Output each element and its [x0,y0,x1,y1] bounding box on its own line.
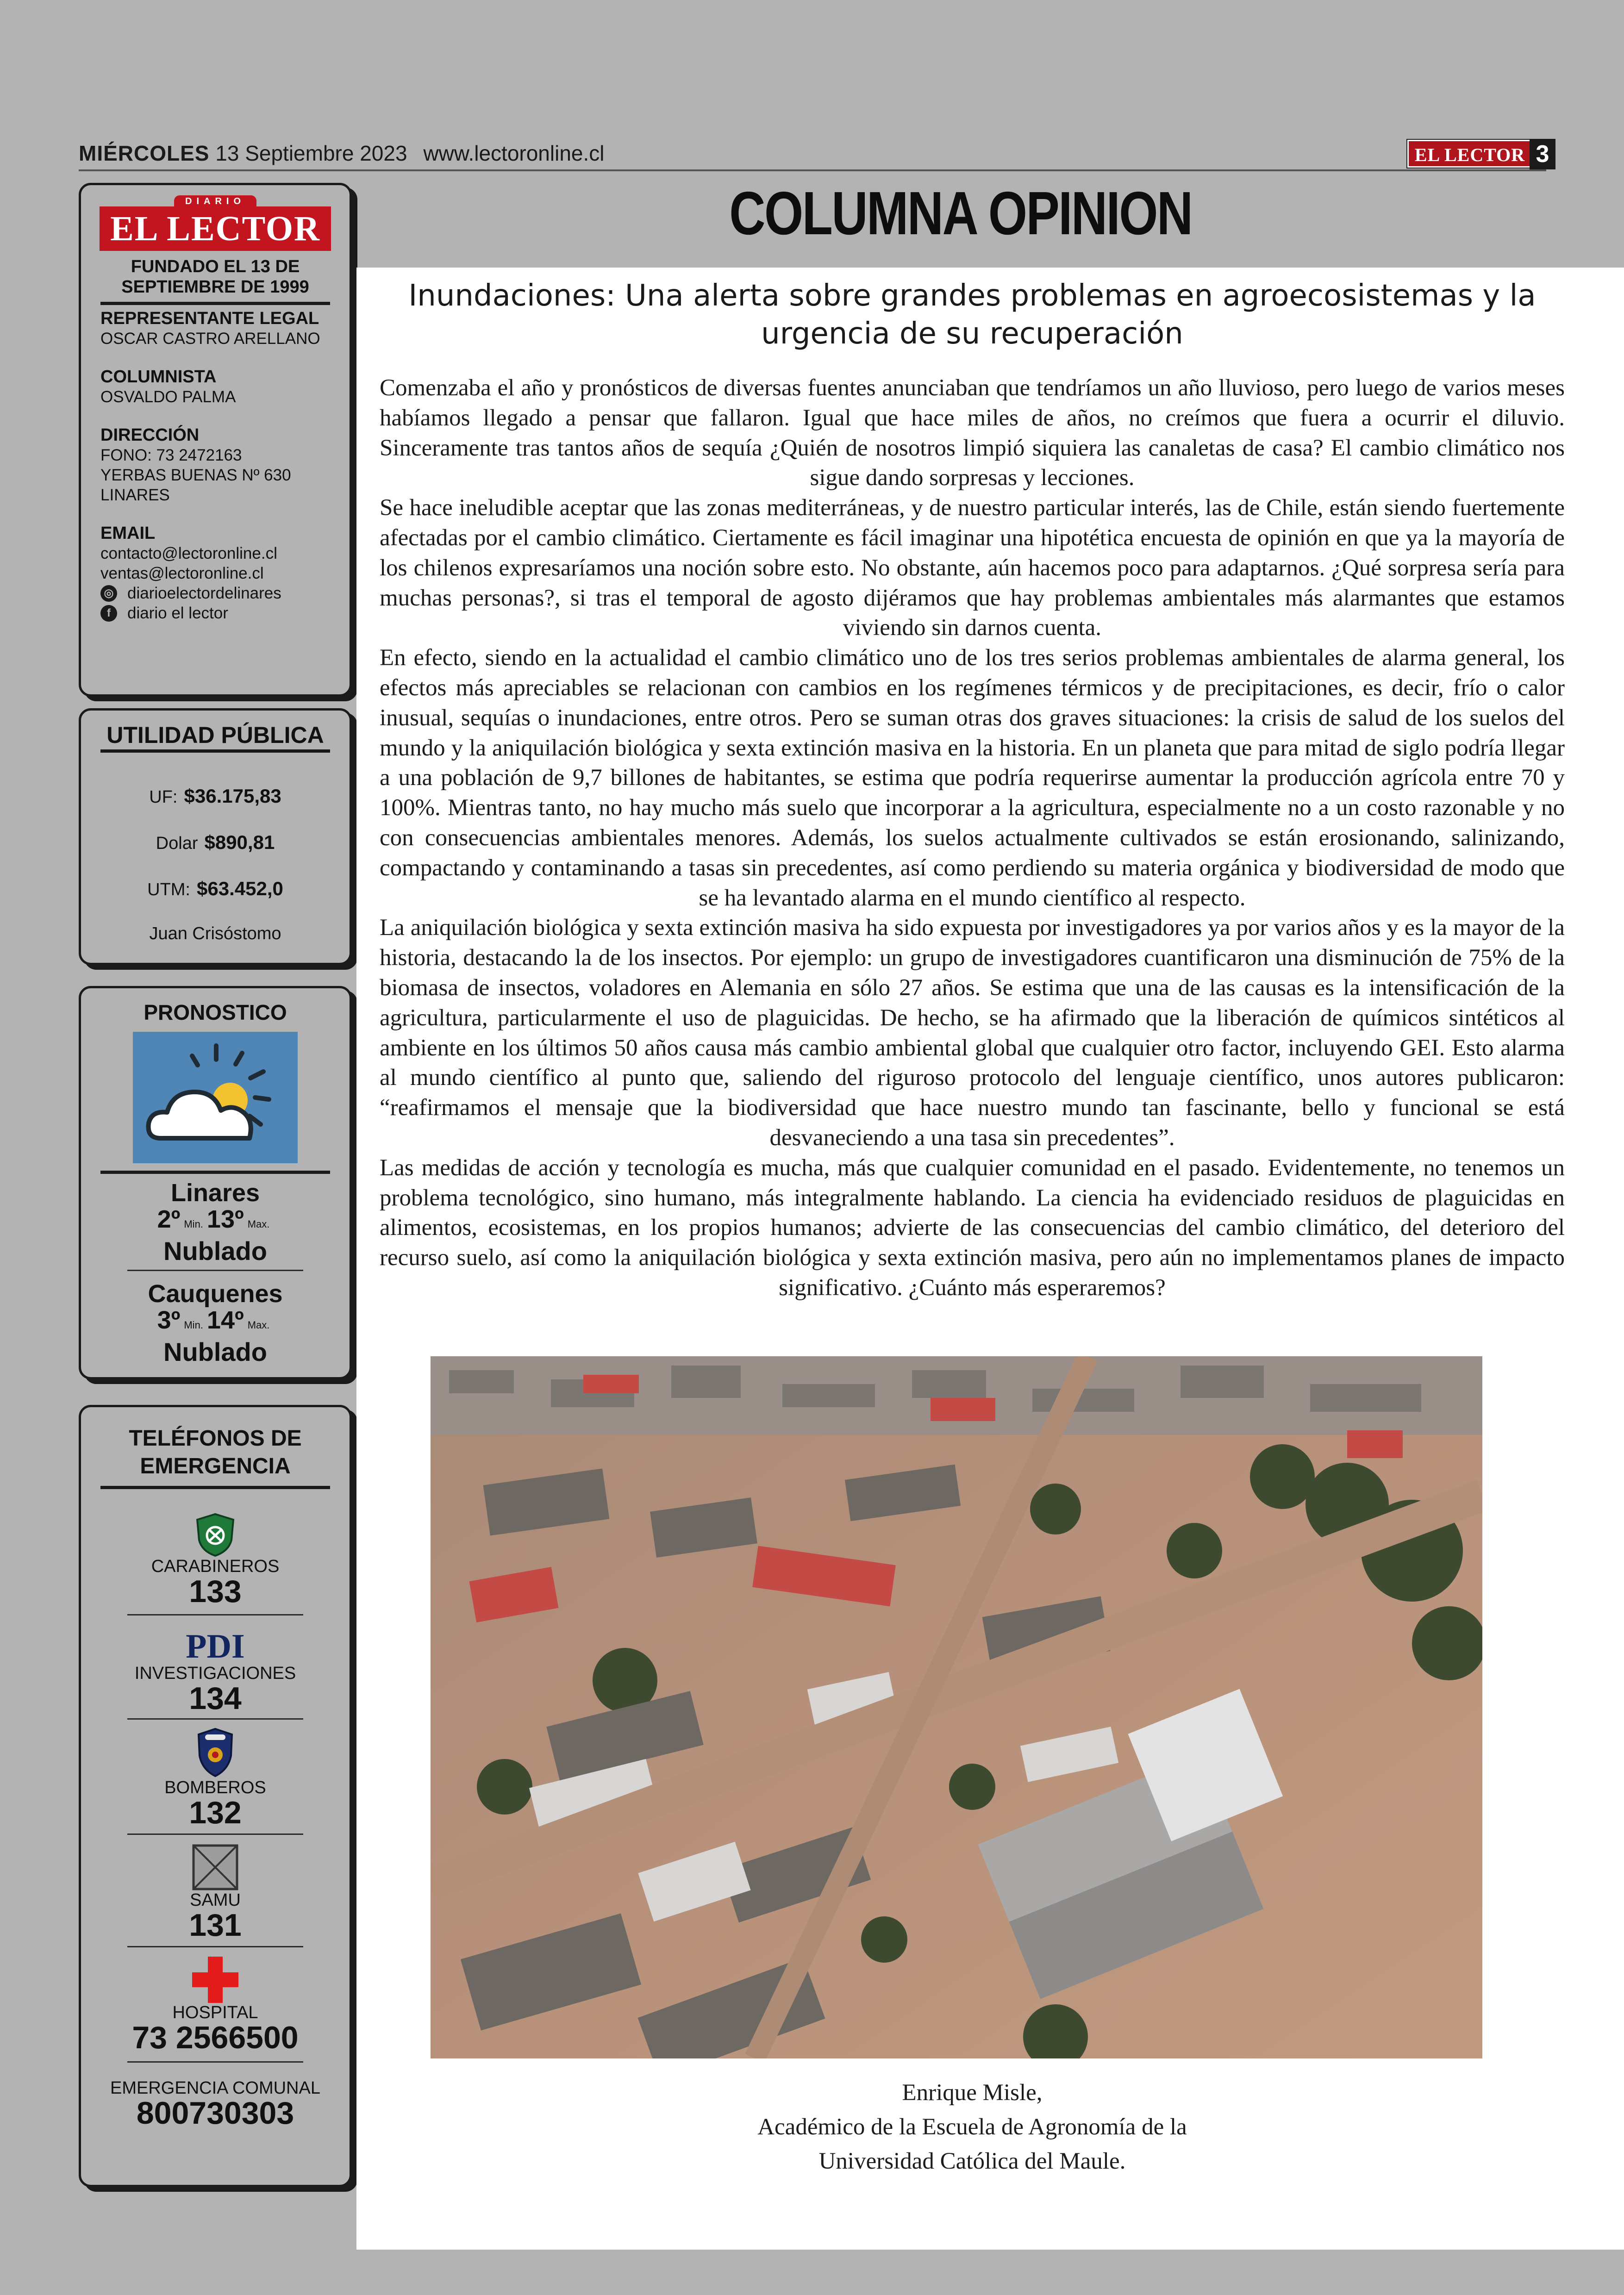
samu-placeholder-icon [192,1844,238,1890]
divider [127,1270,303,1271]
uf-row: UF: $36.175,83 [149,785,281,807]
address-label: DIRECCIÓN [100,425,200,445]
paragraph: Las medidas de acción y tecnología es mucha, más que cualquier comunidad en el pasado. Evidentemente, no tenemos un problema tecnológico, sino humano, más integralmente hablando. La ciencia ha evidenciado residuos de plaguicidas en alimentos, ecosistemas, en los propios humanos; advierte de las consecuencias del cambio climático, del deterioro del recurso suelo, así como la aniquilación biológica y sexta extinción masiva, pero aún no implementamos planes de impacto significativo. ¿Cuánto más esperaremos? [380,1154,1565,1301]
bomberos-shield-icon [196,1727,235,1778]
phone-number[interactable]: 800730303 [136,2095,294,2131]
divider [100,302,330,305]
divider [127,2061,303,2063]
instagram-handle: diarioelectordelinares [127,584,281,602]
divider [127,1614,303,1615]
divider [100,749,330,753]
service-name: EMERGENCIA COMUNAL [110,2078,320,2098]
temperature-range: 3º Min. 14º Max. [157,1306,270,1334]
page-number: 3 [1530,139,1555,169]
dateline [79,141,615,166]
paragraph: En efecto, siendo en la actualidad el cambio climático uno de los tres serios problemas ambientales de alarma general, los efectos más apreciables se relacionan con cambios en los regímenes térmicos y de precipitaciones, es decir, frío o calor inusual, sequías o inundaciones, entre otros. Pero se suman otras dos graves situaciones: la crisis de salud de los suelos del mundo y la aniquilación biológica y sexta extinción masiva en la historia. En un planeta que para mitad de siglo podría llegar a una población de 9,7 billones de habitantes, se estima que podría requerirse aumentar la producción agrícola entre 70 y 100%. Mientras tanto, no hay mucho más suelo que incorporar a la agricultura, especialmente no a un costo razonable y no con consecuencias ambientales menores. Además, los suelos actualmente cultivados se están erosionando, salinizando, compactando y contaminando a tasas sin precedentes, así como perdiendo su materia orgánica y biodiversidad de modo que se ha levantado alarma en el mundo científico al respecto. [380,645,1565,911]
author-signature [380,2076,1565,2178]
facebook-handle: diario el lector [127,604,228,622]
phone-number[interactable]: 132 [189,1795,242,1830]
divider [127,1946,303,1947]
email-sales[interactable]: ventas@lectoronline.cl [100,564,264,582]
pronostico-box [79,986,352,1379]
email-label: EMAIL [100,524,156,543]
author-institution: Universidad Católica del Maule. [818,2148,1126,2174]
divider [100,1171,330,1174]
rep-value: OSCAR CASTRO ARELLANO [100,330,320,348]
divider [127,1718,303,1720]
condition: Nublado [163,1337,267,1366]
utilidad-title: UTILIDAD PÚBLICA [106,722,324,748]
utm-row: UTM: $63.452,0 [147,878,283,899]
dolar-value: $890,81 [204,831,275,853]
author-name: Enrique Misle, [902,2080,1043,2106]
phone: FONO: 73 2472163 [100,446,242,464]
phone-number[interactable]: 134 [189,1681,242,1716]
logo-text: EL LECTOR [110,209,320,248]
red-cross-icon [192,1957,238,2003]
divider [100,1486,330,1489]
logo-diario: DIARIO [174,195,256,207]
temperature-range: 2º Min. 13º Max. [157,1205,270,1233]
city-name: Linares [170,1179,260,1207]
date: 13 Septiembre 2023 [215,141,407,165]
forecast-linares [81,1179,350,1265]
instagram-link[interactable] [100,583,330,603]
emergency-comunal [81,2078,350,2131]
paragraph: Comenzaba el año y pronósticos de diversas fuentes anunciaban que tendríamos un año lluvioso, pero luego de varios meses habíamos llegado a pensar que fallaron. Igual que hace miles de años, no creímos que fuera a ocurrir el diluvio. Sinceramente tras tantos años de sequía ¿Quién de nosotros limpió siquiera las canaletas de casa? El cambio climático nos sigue dando sorpresas y lecciones. [380,375,1565,491]
saint-of-day: Juan Crisóstomo [149,924,281,943]
service-name: SAMU [190,1890,241,1910]
website-link[interactable]: www.lectoronline.cl [423,141,605,165]
page-header [79,139,1549,171]
flood-aerial-photo [431,1356,1482,2058]
paragraph: La aniquilación biológica y sexta extinción masiva ha sido expuesta por investigadores ya por varios años y es la mayor de la historia, destacando la de los insectos. Por ejemplo: un grupo de investigadores cuantificaron una disminución de 75% de la biomasa de insectos, voladores en Alemania en sólo 27 años. Se estima que una de las causas es la intensificación de la agricultura, particularmente el uso de plaguicidas. De hecho, se ha afirmado que la liberación de químicos sintéticos al ambiente en los últimos 50 años causa más cambio ambiental global que cualquier otro factor, incluyendo GEI. Esto alarma al mundo científico al punto que, saliendo del riguroso protocolo del lenguaje científico, unos autores publicaron: “reafirmamos el mensaje que la biodiversidad que hace nuestro mundo tan fascinante, bello y funcional se está desvaneciendo a una tasa sin precedentes”. [380,915,1565,1151]
weekday: MIÉRCOLES [79,141,210,165]
phone-number[interactable]: 73 2566500 [132,2020,299,2055]
service-name: CARABINEROS [151,1557,280,1576]
facebook-icon: f [100,605,117,622]
utilidad-publica-box [79,708,352,965]
partly-cloudy-icon [133,1032,298,1163]
divider [127,1834,303,1835]
phone-number[interactable]: 131 [189,1908,242,1943]
facebook-link[interactable] [100,603,330,623]
emergency-carabineros [81,1512,350,1607]
service-name: HOSPITAL [172,2003,258,2022]
article-body [380,373,1565,1303]
founded-date: FUNDADO EL 13 DE SEPTIEMBRE DE 1999 [121,257,309,297]
pdi-logo-icon: PDI [186,1628,245,1665]
city: LINARES [100,486,170,504]
uf-value: $36.175,83 [184,785,281,807]
carabineros-badge-icon [194,1512,236,1557]
emergency-phones-box [79,1405,352,2187]
pronostico-title: PRONOSTICO [144,1000,287,1024]
instagram-icon: ◎ [100,585,117,602]
el-lector-logo [100,196,331,251]
author-title: Académico de la Escuela de Agronomía de la [757,2114,1187,2140]
article-headline: Inundaciones: Una alerta sobre grandes problemas en agroecosistemas y la urgencia de su recuperación [408,279,1536,351]
emergency-hospital [81,1957,350,2053]
condition: Nublado [163,1236,267,1266]
dolar-row: Dolar $890,81 [156,831,275,853]
masthead-box [79,183,352,697]
section-title: COLUMNA OPINION [729,179,1192,247]
columnist-label: COLUMNISTA [100,367,217,387]
paragraph: Se hace ineludible aceptar que las zonas mediterráneas, y de nuestro particular interés, las de Chile, están siendo fuertemente afectadas por el cambio climático. Ciertamente es fácil imaginar una hipotética encuesta de opinión en que ya la mayoría de los chilenos expresaríamos una noción sobre esto. No obstante, aún hacemos poco para adaptarnos. ¿Qué sorpresa sería para muchas personas?, si tras el temporal de agosto dijéramos que hay problemas ambientales más alarmantes que estamos viviendo sin darnos cuenta. [380,495,1565,641]
phone-number[interactable]: 133 [189,1574,242,1609]
city-name: Cauquenes [148,1280,283,1308]
emergency-bomberos [81,1727,350,1828]
service-name: INVESTIGACIONES [134,1664,296,1683]
columnist-value: OSVALDO PALMA [100,388,236,406]
emergency-samu [81,1844,350,1943]
service-name: BOMBEROS [164,1778,266,1797]
street: YERBAS BUENAS Nº 630 [100,466,291,484]
emergency-title: TELÉFONOS DE EMERGENCIA [129,1426,302,1478]
header-logo: EL LECTOR [1407,140,1532,168]
utm-value: $63.452,0 [197,878,283,899]
emergency-investigaciones [81,1629,350,1714]
opinion-article [356,268,1624,2250]
rep-label: REPRESENTANTE LEGAL [100,309,319,328]
email-contact[interactable]: contacto@lectoronline.cl [100,544,277,562]
forecast-cauquenes [81,1280,350,1366]
